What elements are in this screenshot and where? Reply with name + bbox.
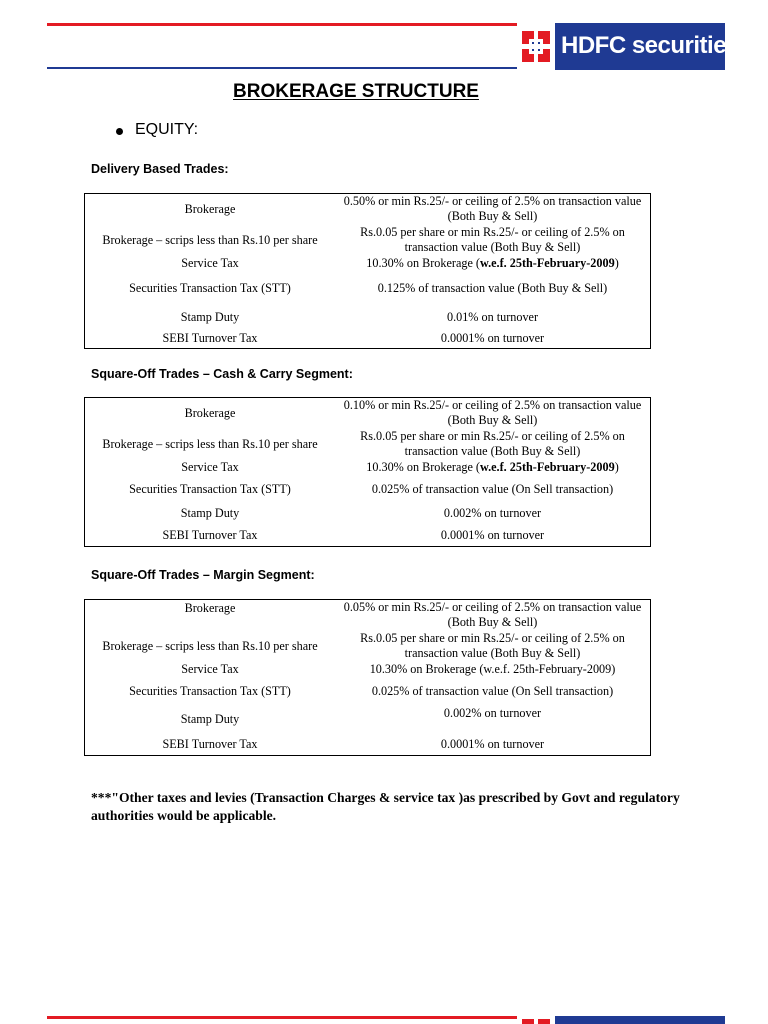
margin-trades-table: [84, 599, 651, 756]
row-label: Stamp Duty: [180, 712, 240, 726]
row-value: 0.002% on turnover: [443, 705, 542, 720]
row-value: 0.10% or min Rs.25/- or ceiling of 2.5% on transaction value (Both Buy & Sell): [343, 398, 642, 428]
row-value: Rs.0.05 per share or min Rs.25/- or ceiling of 2.5% on transaction value (Both Buy & Sell): [360, 631, 625, 660]
table-row: [85, 306, 651, 329]
row-value: 0.025% of transaction value (On Sell transaction): [371, 481, 614, 496]
row-label: Brokerage: [184, 601, 236, 615]
row-label: Stamp Duty: [180, 506, 240, 520]
footer-rule-red: [47, 1016, 519, 1019]
table-row: [85, 476, 651, 503]
footer-logo-icon: [517, 1016, 555, 1024]
footnote: ***"Other taxes and levies (Transaction Charges & service tax )as prescribed by Govt and regulatory authorities would be applicable.: [91, 790, 680, 823]
row-label: Brokerage – scrips less than Rs.10 per share: [102, 436, 318, 451]
delivery-trades-table: [84, 193, 651, 349]
row-value: 0.50% or min Rs.25/- or ceiling of 2.5% on transaction value (Both Buy & Sell): [343, 194, 642, 224]
table-row: [85, 225, 651, 256]
section-heading-delivery: Delivery Based Trades:: [91, 162, 229, 176]
header-rule-red: [47, 23, 519, 26]
row-value: 0.125% of transaction value (Both Buy & Sell): [377, 281, 608, 295]
hdfc-logo-icon: [517, 23, 555, 70]
row-value: Rs.0.05 per share or min Rs.25/- or ceiling of 2.5% on transaction value (Both Buy & Sell): [360, 429, 625, 458]
table-row: [85, 525, 651, 547]
logo-text: HDFC securities: [561, 32, 739, 59]
row-label: SEBI Turnover Tax: [162, 330, 258, 345]
row-label: Service Tax: [181, 256, 239, 270]
table-row: [85, 662, 651, 678]
cash-carry-trades-table: [84, 397, 651, 547]
section-heading-cash-carry: Square-Off Trades – Cash & Carry Segment:: [91, 367, 353, 381]
table-row: [85, 706, 651, 734]
table-row: [85, 631, 651, 662]
row-label: SEBI Turnover Tax: [162, 736, 258, 751]
bullet-icon: [116, 128, 123, 135]
row-label: Brokerage: [184, 201, 236, 216]
hdfc-securities-logo: [517, 23, 739, 70]
row-value: 0.002% on turnover: [443, 506, 542, 520]
table-row: [85, 503, 651, 525]
row-value: 0.0001% on turnover: [440, 330, 545, 345]
row-value: 0.0001% on turnover: [440, 736, 545, 751]
page-title-text: BROKERAGE STRUCTURE: [233, 81, 479, 102]
table-row: [85, 460, 651, 476]
table-row: [85, 600, 651, 631]
table-row: [85, 429, 651, 460]
row-label: SEBI Turnover Tax: [162, 527, 258, 542]
page-title: [0, 81, 712, 103]
table-row: [85, 256, 651, 272]
row-label: Securities Transaction Tax (STT): [129, 684, 291, 698]
row-value: 10.30% on Brokerage (w.e.f. 25th-February-2009): [366, 256, 619, 270]
row-value: 10.30% on Brokerage (w.e.f. 25th-February-2009): [369, 662, 616, 676]
equity-heading: EQUITY:: [135, 121, 199, 138]
row-label: Service Tax: [181, 460, 239, 474]
table-row: [85, 398, 651, 429]
table-row: [85, 194, 651, 225]
table-row: [85, 329, 651, 349]
header-rule-blue: [47, 67, 519, 69]
row-value: 0.0001% on turnover: [440, 527, 545, 542]
table-row: [85, 734, 651, 756]
row-label: Securities Transaction Tax (STT): [129, 281, 291, 295]
row-label: Brokerage – scrips less than Rs.10 per share: [102, 638, 318, 653]
row-label: Brokerage: [184, 405, 236, 420]
section-heading-margin: Square-Off Trades – Margin Segment:: [91, 568, 315, 582]
row-value: Rs.0.05 per share or min Rs.25/- or ceiling of 2.5% on transaction value (Both Buy & Sell): [360, 225, 625, 254]
table-row: [85, 272, 651, 306]
row-label: Brokerage – scrips less than Rs.10 per share: [102, 232, 318, 247]
row-value: 0.05% or min Rs.25/- or ceiling of 2.5% on transaction value (Both Buy & Sell): [343, 600, 642, 630]
row-label: Stamp Duty: [180, 309, 240, 324]
row-value: 0.025% of transaction value (On Sell transaction): [371, 684, 614, 698]
row-label: Securities Transaction Tax (STT): [129, 481, 291, 496]
row-value: 0.01% on turnover: [446, 309, 539, 324]
table-row: [85, 678, 651, 706]
row-label: Service Tax: [181, 662, 239, 676]
row-value: 10.30% on Brokerage (w.e.f. 25th-February-2009): [366, 460, 619, 474]
